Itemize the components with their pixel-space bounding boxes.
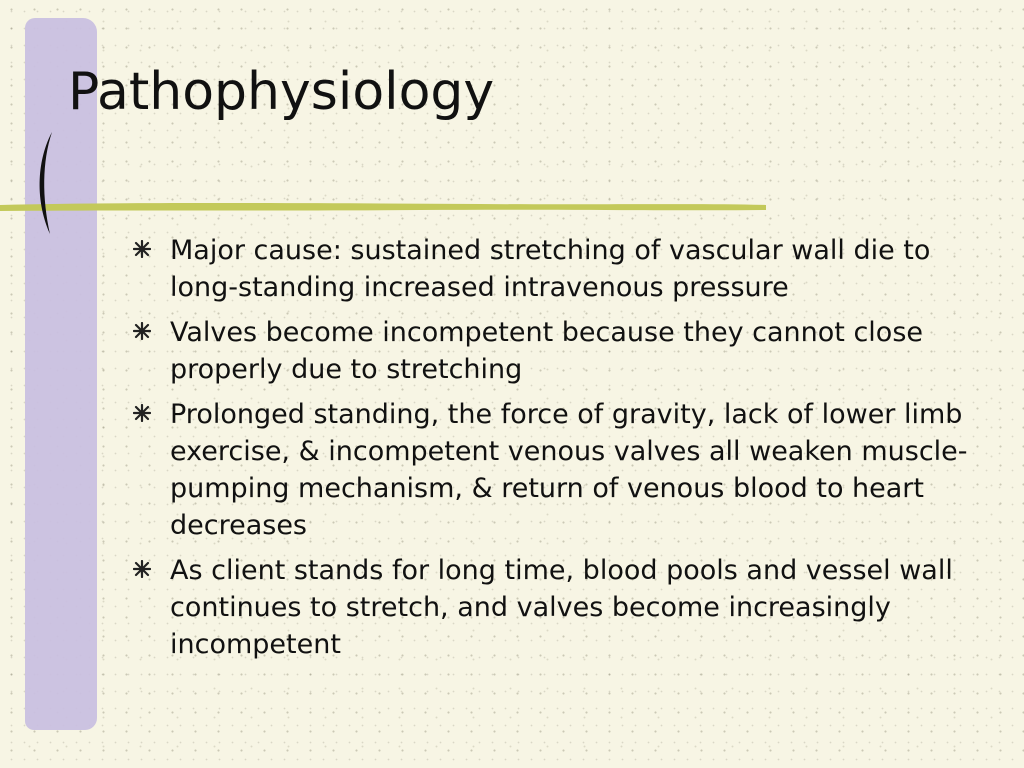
bracket-accent-icon (30, 128, 60, 238)
bullet-text: Valves become incompetent because they cannot close properly due to stretching (170, 317, 924, 385)
bullet-item (130, 314, 1000, 388)
bullet-list (130, 232, 1000, 671)
bullet-text: Prolonged standing, the force of gravity, lack of lower limb exercise, & incompetent venous valves all weaken muscle-pumping mechanism, & return of venous blood to heart decreases (170, 399, 968, 541)
asterisk-bullet-icon (133, 560, 151, 578)
bullet-text: As client stands for long time, blood pools and vessel wall continues to stretch, and valves become increasingly incompetent (170, 555, 953, 660)
title-underline (0, 196, 770, 216)
asterisk-bullet-icon (133, 404, 151, 422)
slide-title: Pathophysiology (68, 62, 495, 122)
bullet-item (130, 552, 1000, 663)
bullet-item (130, 232, 1000, 306)
asterisk-bullet-icon (133, 240, 151, 258)
decorative-band (25, 18, 97, 730)
bullet-item (130, 396, 1000, 544)
bullet-text: Major cause: sustained stretching of vascular wall die to long-standing increased intravenous pressure (170, 235, 931, 303)
asterisk-bullet-icon (133, 322, 151, 340)
